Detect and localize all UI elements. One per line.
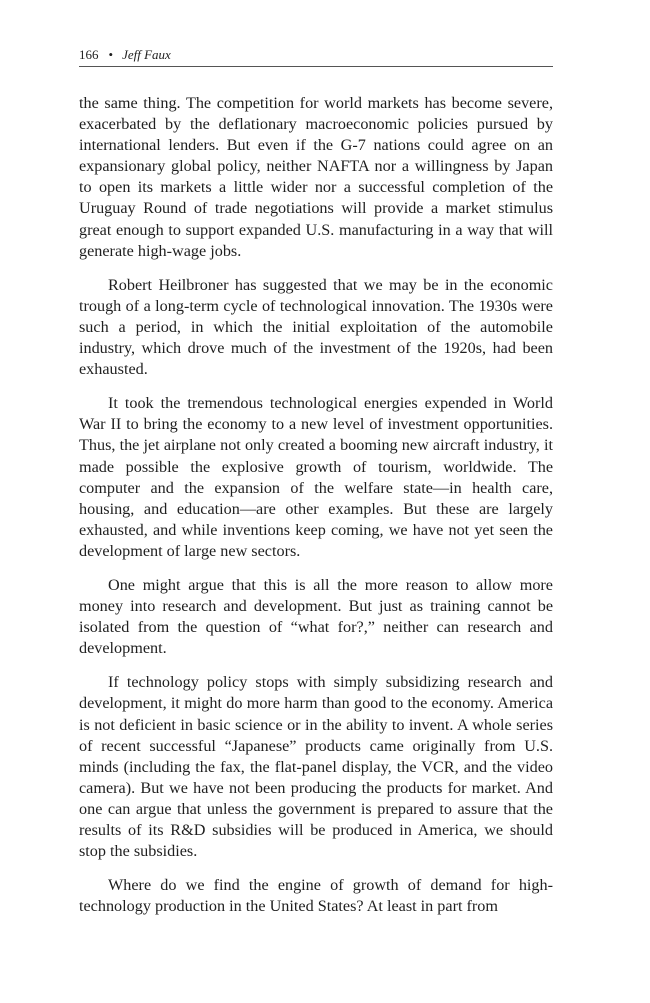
running-head bbox=[79, 46, 553, 67]
paragraph-4: One might argue that this is all the more reason to allow more money into research and development. But just as training cannot be isolated from the question of “what for?,” neither can research and development. bbox=[79, 575, 553, 658]
paragraph-3: It took the tremendous technological energies expended in World War II to bring the economy to a new level of investment opportunities. Thus, the jet airplane not only created a booming new aircraft industry, it made possible the explosive growth of tourism, worldwide. The computer and the expansion of the welfare state—in health care, housing, and education—are other examples. But these are largely exhausted, and while inventions keep coming, we have not yet seen the development of large new sectors. bbox=[79, 394, 553, 560]
paragraph-6: Where do we find the engine of growth of demand for high-technology production in the United States? At least in part from bbox=[79, 876, 553, 916]
running-head-author: Jeff Faux bbox=[122, 47, 171, 62]
page-number: 166 bbox=[79, 47, 99, 62]
paragraph-1: the same thing. The competition for world markets has become severe, exacerbated by the deflationary macroeconomic policies pursued by international lenders. But even if the G-7 nations could agree on an expansionary global policy, neither NAFTA nor a willingness by Japan to open its markets a little wider nor a successful completion of the Uruguay Round of trade negotiations will provide a market stimulus great enough to support expanded U.S. manufacturing in a way that will generate high-wage jobs. bbox=[79, 94, 553, 260]
paragraph-2: Robert Heilbroner has suggested that we may be in the economic trough of a long-term cycle of technological innovation. The 1930s were such a period, in which the initial exploitation of the automobile industry, which drove much of the investment of the 1920s, had been exhausted. bbox=[79, 275, 553, 379]
paragraph-5: If technology policy stops with simply subsidizing research and development, it might do more harm than good to the economy. America is not deficient in basic science or in the ability to invent. A whole series of recent successful “Japanese” products came originally from U.S. minds (including the fax, the flat-panel display, the VCR, and the video camera). But we have not been producing the products for market. And one can argue that unless the government is prepared to assure that the results of its R&D subsidies will be produced in America, we should stop the subsidies. bbox=[79, 673, 553, 861]
running-head-bullet: • bbox=[108, 47, 114, 62]
body-text bbox=[79, 93, 553, 930]
